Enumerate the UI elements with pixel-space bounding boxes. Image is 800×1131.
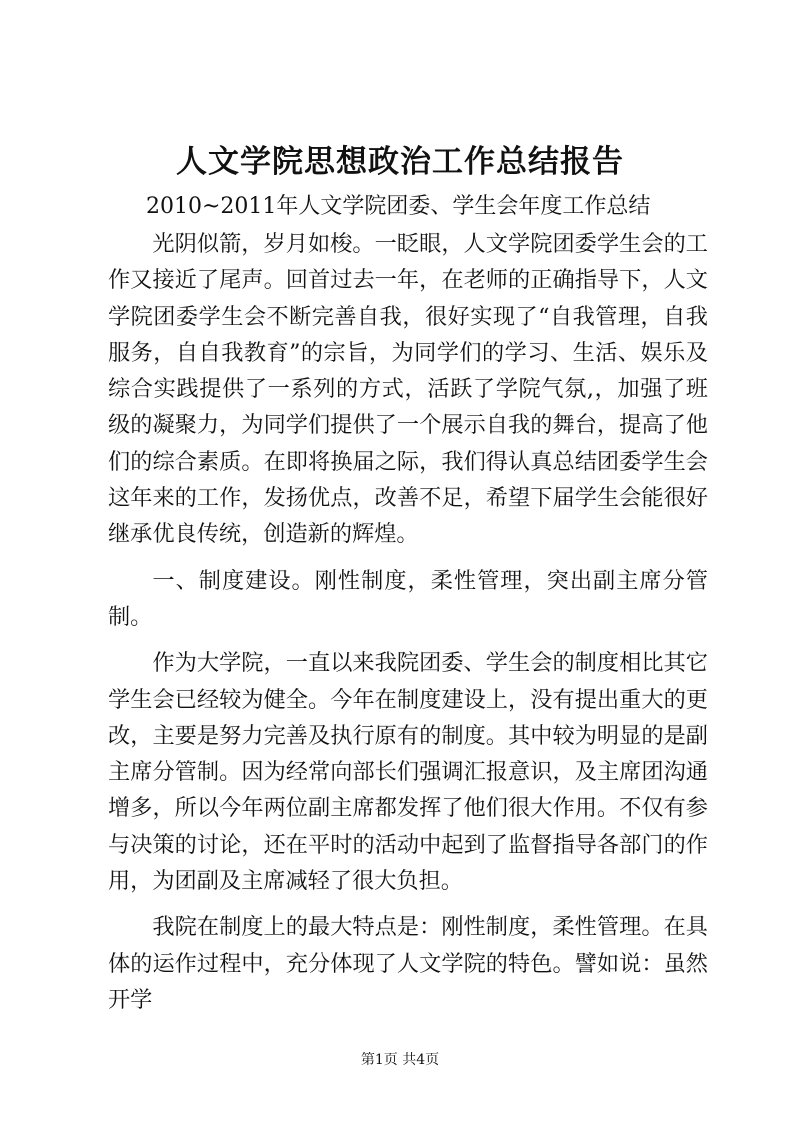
document-title: 人文学院思想政治工作总结报告 — [176, 144, 624, 180]
paragraph-system-features: 我院在制度上的最大特点是：刚性制度，柔性管理。在具体的运作过程中，充分体现了人文学院的特色。譬如说：虽然开学 — [108, 914, 708, 1013]
paragraph-intro: 光阴似箭，岁月如梭。一眨眼，人文学院团委学生会的工作又接近了尾声。回首过去一年，在老师的正确指导下，人文学院团委学生会不断完善自我，很好实现了“自我管理，自我服务，自自我教育”的宗旨，为同学们的学习、生活、娱乐及综合实践提供了一系列的方式，活跃了学院气氛,，加强了班级的凝聚力，为同学们提供了一个展示自我的舞台，提高了他们的综合素质。在即将换届之际，我们得认真总结团委学生会这年来的工作，发扬优点，改善不足，希望下届学生会能很好继承优良传统，创造新的辉煌。 — [108, 231, 708, 548]
section-heading-system: 一、制度建设。刚性制度，柔性管理，突出副主席分管制。 — [108, 567, 708, 630]
document-subtitle: 2010~2011年人文学院团委、学生会年度工作总结 — [146, 194, 651, 219]
document-body — [108, 226, 708, 1018]
paragraph-system-details: 作为大学院，一直以来我院团委、学生会的制度相比其它学生会已经较为健全。今年在制度建设上，没有提出重大的更改，主要是努力完善及执行原有的制度。其中较为明显的是副主席分管制。因为经常向部长们强调汇报意识，及主席团沟通增多，所以今年两位副主席都发挥了他们很大作用。不仅有参与决策的讨论，还在平时的活动中起到了监督指导各部门的作用，为团副及主席减轻了很大负担。 — [108, 650, 708, 895]
page-number-footer: 第1页 共4页 — [360, 1052, 440, 1068]
